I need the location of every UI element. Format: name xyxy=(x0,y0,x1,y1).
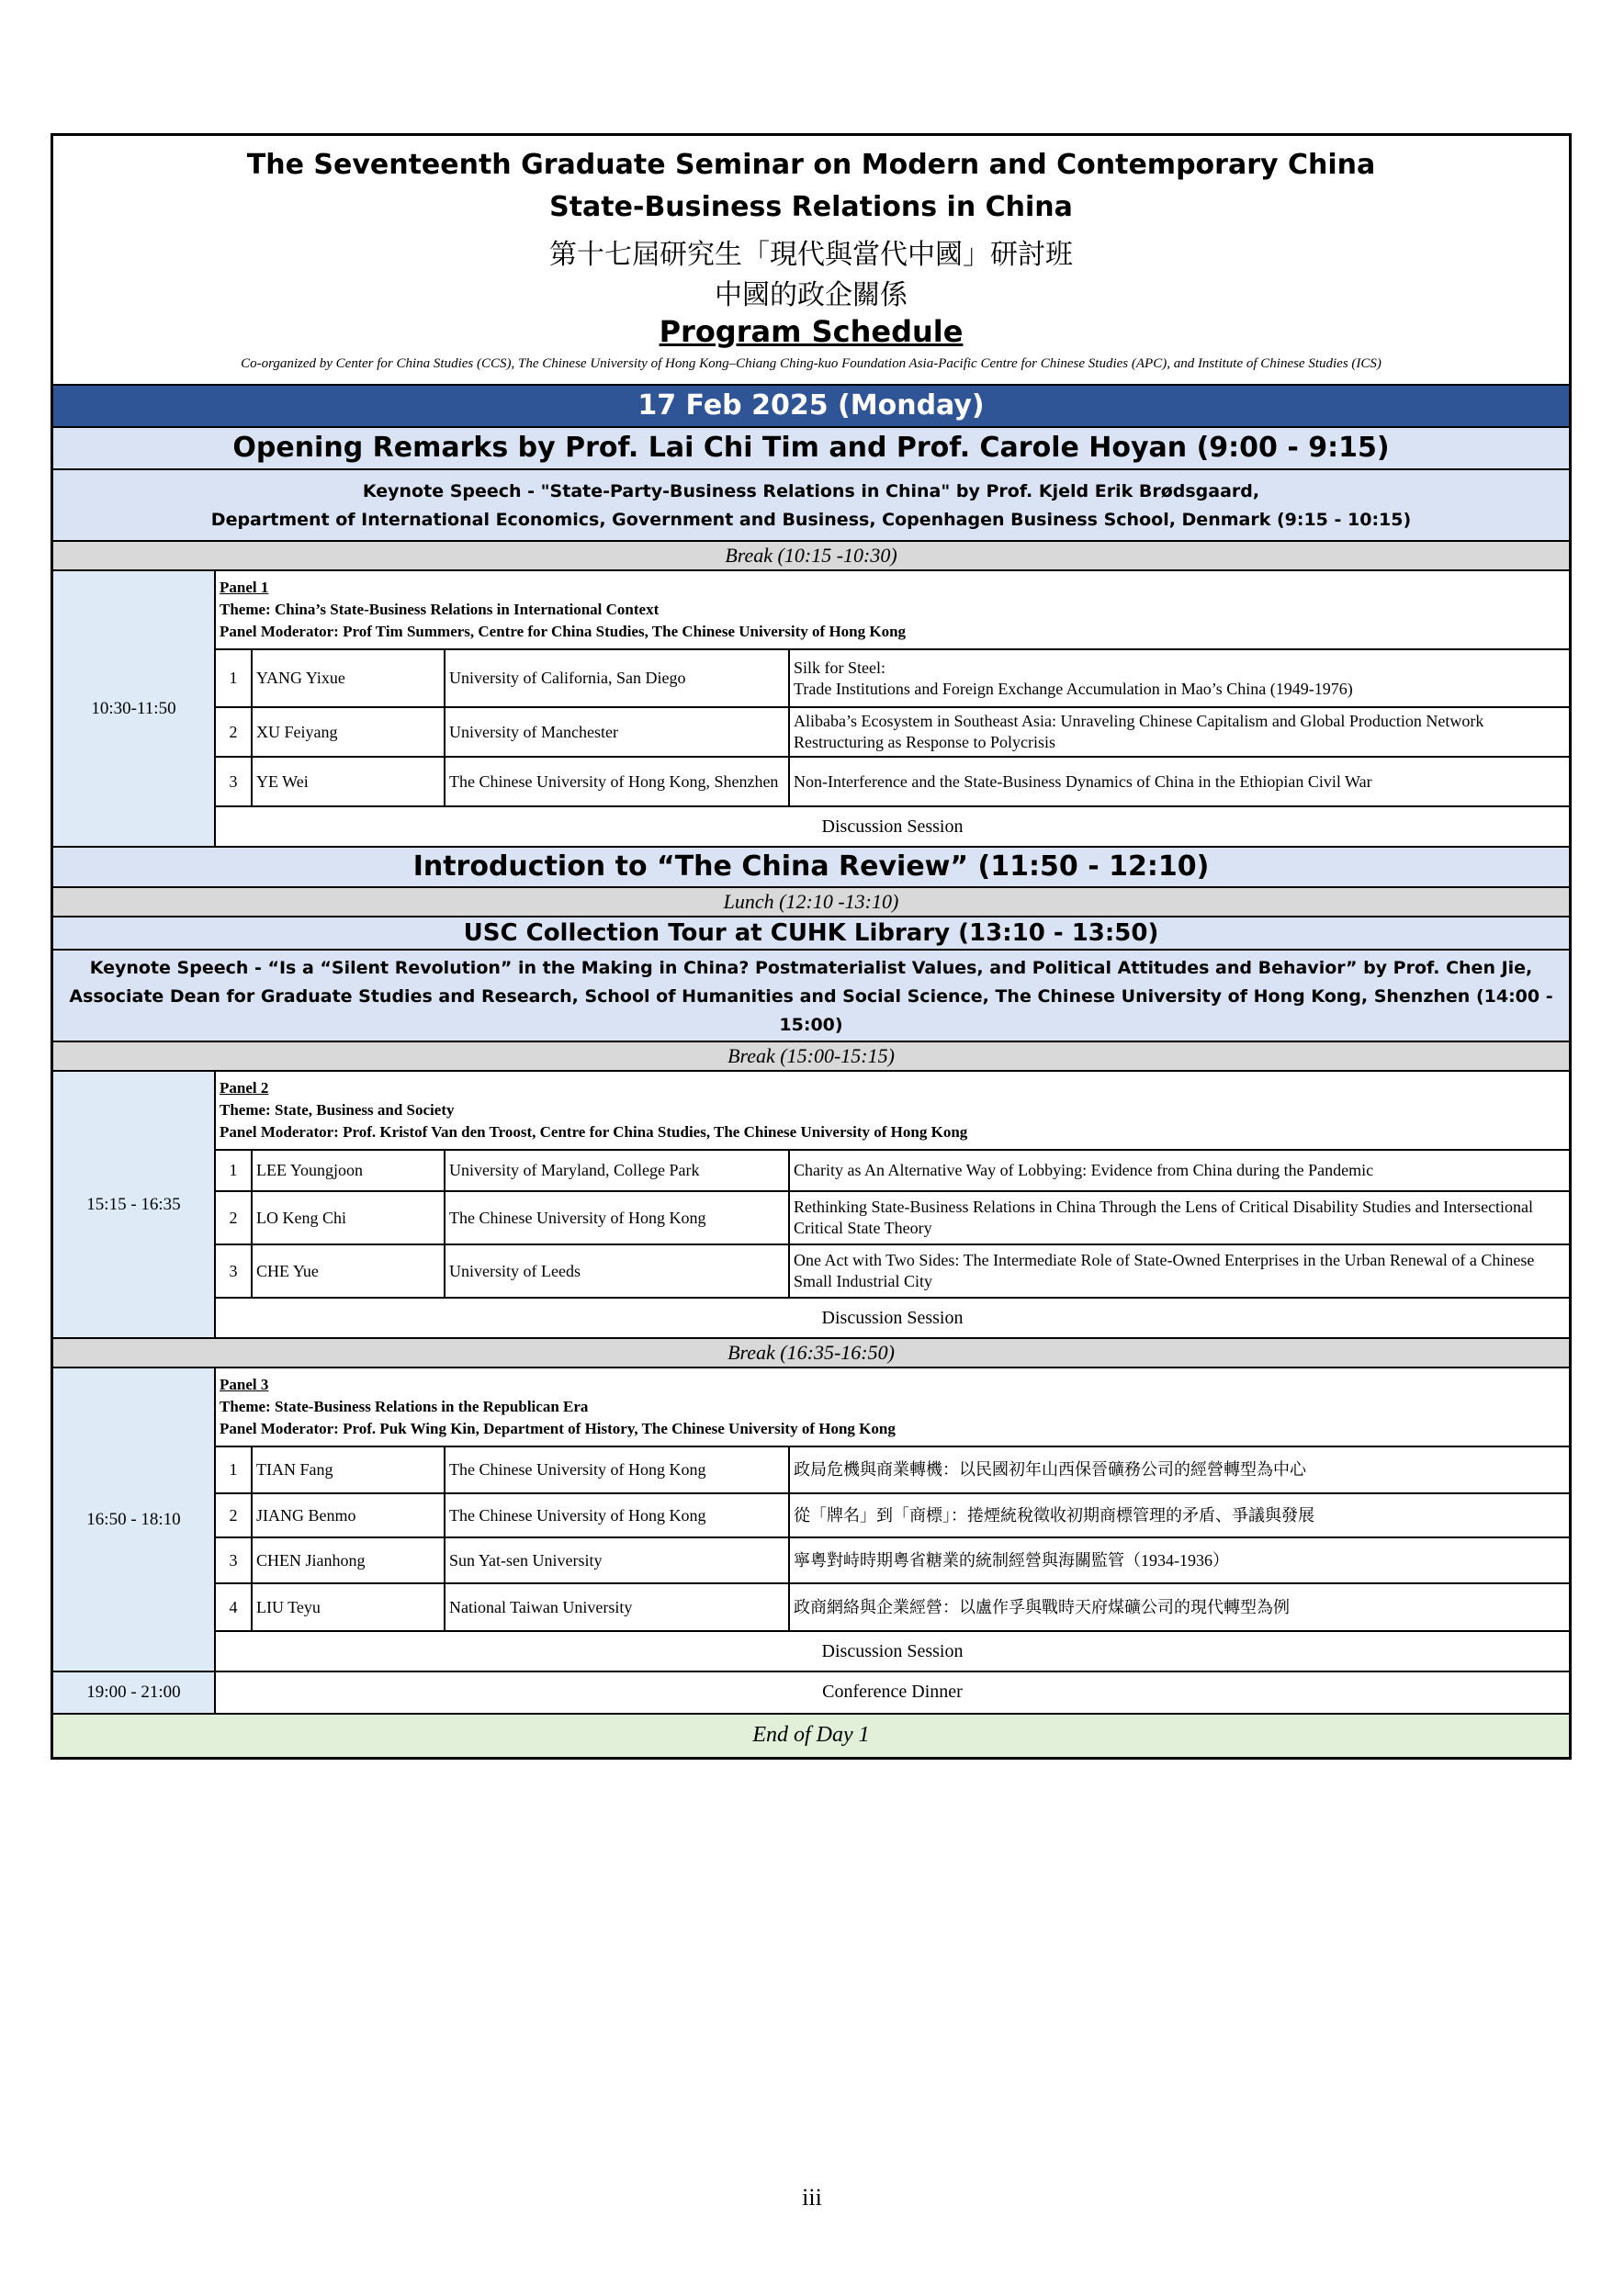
panel-2-discussion: Discussion Session xyxy=(821,1308,964,1328)
panel-3-header xyxy=(216,1368,1569,1447)
panel-3-moderator: Panel Moderator: Prof. Puk Wing Kin, Department of History, The Chinese University of Hong Kong xyxy=(220,1420,896,1437)
presenter-number: 3 xyxy=(216,757,252,806)
seminar-theme-zh: 中國的政企關係 xyxy=(715,279,908,311)
panel-3-theme: Theme: State-Business Relations in the Republican Era xyxy=(220,1398,589,1415)
panel-2-theme: Theme: State, Business and Society xyxy=(220,1101,455,1119)
keynote-2 xyxy=(53,951,1569,1042)
panel-2 xyxy=(53,1072,1569,1339)
presenter-affiliation: University of California, San Diego xyxy=(445,650,789,707)
presenter-number: 3 xyxy=(216,1244,252,1298)
table-row xyxy=(216,1447,1569,1493)
presenter-name: XU Feiyang xyxy=(252,707,445,757)
break-2: Break (15:00-15:15) xyxy=(53,1042,1569,1072)
end-of-day: End of Day 1 xyxy=(53,1715,1569,1757)
conference-dinner xyxy=(53,1672,1569,1715)
presenter-number: 2 xyxy=(216,1493,252,1537)
panel-2-time: 15:15 - 16:35 xyxy=(53,1072,216,1337)
paper-title: 從「牌名」到「商標」：捲煙統稅徵收初期商標管理的矛盾、爭議與發展 xyxy=(789,1493,1569,1537)
china-review-intro: Introduction to “The China Review” (11:50 - 12:10) xyxy=(53,848,1569,888)
presenter-affiliation: The Chinese University of Hong Kong xyxy=(445,1447,789,1493)
paper-title: Charity as An Alternative Way of Lobbying: Evidence from China during the Pandemic xyxy=(789,1151,1569,1191)
keynote-2-line-3: 15:00) xyxy=(779,1015,843,1035)
seminar-title-zh: 第十七屆研究生「現代與當代中國」研討班 xyxy=(549,239,1073,271)
presenter-name: LO Keng Chi xyxy=(252,1191,445,1244)
table-row xyxy=(216,1493,1569,1537)
presenter-name: LEE Youngjoon xyxy=(252,1151,445,1191)
panel-2-name: Panel 2 xyxy=(220,1079,269,1097)
schedule-header xyxy=(53,136,1569,386)
table-row xyxy=(216,1151,1569,1191)
panel-1-header xyxy=(216,571,1569,650)
paper-title: 政商網絡與企業經營：以盧作孚與戰時天府煤礦公司的現代轉型為例 xyxy=(789,1583,1569,1631)
panel-3 xyxy=(53,1368,1569,1672)
break-3: Break (16:35-16:50) xyxy=(53,1339,1569,1368)
table-row xyxy=(216,757,1569,806)
panel-3-table xyxy=(216,1447,1569,1632)
lunch-break: Lunch (12:10 -13:10) xyxy=(53,888,1569,917)
panel-3-name: Panel 3 xyxy=(220,1376,269,1393)
presenter-affiliation: The Chinese University of Hong Kong xyxy=(445,1493,789,1537)
paper-title: Silk for Steel: Trade Institutions and Foreign Exchange Accumulation in Mao’s China (1949-1976) xyxy=(789,650,1569,707)
paper-title: One Act with Two Sides: The Intermediate Role of State-Owned Enterprises in the Urban Renewal of a Chinese Small Industrial City xyxy=(789,1244,1569,1298)
table-row xyxy=(216,1191,1569,1244)
presenter-number: 3 xyxy=(216,1537,252,1583)
presenter-name: CHEN Jianhong xyxy=(252,1537,445,1583)
panel-1-discussion: Discussion Session xyxy=(821,816,964,837)
paper-title: Non-Interference and the State-Business Dynamics of China in the Ethiopian Civil War xyxy=(789,757,1569,806)
presenter-name: LIU Teyu xyxy=(252,1583,445,1631)
coorganizers-note: Co-organized by Center for China Studies (CCS), The Chinese University of Hong Kong–Chiang Ching-kuo Foundation Asia-Pacific Centre for Chinese Studies (APC), and Institute of Chinese Studies (ICS) xyxy=(241,356,1382,371)
schedule-sheet xyxy=(51,133,1572,1760)
panel-1-name: Panel 1 xyxy=(220,579,269,596)
dinner-time: 19:00 - 21:00 xyxy=(53,1672,216,1713)
presenter-number: 1 xyxy=(216,650,252,707)
table-row xyxy=(216,1537,1569,1583)
paper-title: 寧粵對峙時期粵省糖業的統制經營與海關監管（1934-1936） xyxy=(789,1537,1569,1583)
library-tour: USC Collection Tour at CUHK Library (13:10 - 13:50) xyxy=(53,917,1569,951)
table-row xyxy=(216,1583,1569,1631)
break-1: Break (10:15 -10:30) xyxy=(53,542,1569,571)
panel-1 xyxy=(53,571,1569,848)
presenter-number: 1 xyxy=(216,1447,252,1493)
presenter-name: TIAN Fang xyxy=(252,1447,445,1493)
presenter-name: JIANG Benmo xyxy=(252,1493,445,1537)
paper-title: 政局危機與商業轉機：以民國初年山西保晉礦務公司的經營轉型為中心 xyxy=(789,1447,1569,1493)
panel-2-table xyxy=(216,1151,1569,1299)
panel-3-time: 16:50 - 18:10 xyxy=(53,1368,216,1671)
keynote-1-line-2: Department of International Economics, Government and Business, Copenhagen Business School, Denmark (9:15 - 10:15) xyxy=(210,510,1412,530)
panel-2-moderator: Panel Moderator: Prof. Kristof Van den Troost, Centre for China Studies, The Chinese University of Hong Kong xyxy=(220,1123,968,1141)
panel-2-body xyxy=(216,1072,1569,1337)
presenter-affiliation: University of Leeds xyxy=(445,1244,789,1298)
panel-1-time: 10:30-11:50 xyxy=(53,571,216,846)
presenter-number: 1 xyxy=(216,1151,252,1191)
seminar-title: The Seventeenth Graduate Seminar on Modern and Contemporary China xyxy=(246,149,1376,181)
panel-2-header xyxy=(216,1072,1569,1151)
keynote-1-line-1: Keynote Speech - "State-Party-Business Relations in China" by Prof. Kjeld Erik Brødsgaard, xyxy=(362,481,1260,501)
keynote-2-line-2: Associate Dean for Graduate Studies and Research, School of Humanities and Social Science, The Chinese University of Hong Kong, Shenzhen (14:00 - xyxy=(69,986,1553,1007)
presenter-name: YANG Yixue xyxy=(252,650,445,707)
presenter-affiliation: National Taiwan University xyxy=(445,1583,789,1631)
program-schedule-heading: Program Schedule xyxy=(659,314,964,349)
panel-1-theme: Theme: China’s State-Business Relations in International Context xyxy=(220,601,660,618)
paper-title: Alibaba’s Ecosystem in Southeast Asia: Unraveling Chinese Capitalism and Global Production Network Restructuring as Response to Polycrisis xyxy=(789,707,1569,757)
table-row xyxy=(216,707,1569,757)
opening-remarks: Opening Remarks by Prof. Lai Chi Tim and Prof. Carole Hoyan (9:00 - 9:15) xyxy=(53,428,1569,470)
panel-3-discussion: Discussion Session xyxy=(821,1641,964,1661)
presenter-affiliation: The Chinese University of Hong Kong xyxy=(445,1191,789,1244)
paper-title: Rethinking State-Business Relations in China Through the Lens of Critical Disability Studies and Intersectional Critical State Theory xyxy=(789,1191,1569,1244)
panel-1-moderator: Panel Moderator: Prof Tim Summers, Centre for China Studies, The Chinese University of Hong Kong xyxy=(220,623,907,640)
presenter-number: 2 xyxy=(216,707,252,757)
day-heading: 17 Feb 2025 (Monday) xyxy=(53,386,1569,428)
presenter-number: 4 xyxy=(216,1583,252,1631)
page-number: iii xyxy=(802,2184,822,2211)
panel-1-table xyxy=(216,650,1569,807)
dinner-event: Conference Dinner xyxy=(822,1682,963,1702)
keynote-2-line-1: Keynote Speech - “Is a “Silent Revolution” in the Making in China? Postmaterialist Values, and Political Attitudes and Behavior” by Prof. Chen Jie, xyxy=(89,958,1533,978)
presenter-name: CHE Yue xyxy=(252,1244,445,1298)
panel-3-body xyxy=(216,1368,1569,1671)
keynote-1 xyxy=(53,470,1569,542)
presenter-name: YE Wei xyxy=(252,757,445,806)
table-row xyxy=(216,1244,1569,1298)
presenter-affiliation: University of Maryland, College Park xyxy=(445,1151,789,1191)
presenter-affiliation: The Chinese University of Hong Kong, Shenzhen xyxy=(445,757,789,806)
presenter-affiliation: University of Manchester xyxy=(445,707,789,757)
seminar-theme: State-Business Relations in China xyxy=(549,191,1073,223)
panel-1-body xyxy=(216,571,1569,846)
table-row xyxy=(216,650,1569,707)
presenter-number: 2 xyxy=(216,1191,252,1244)
presenter-affiliation: Sun Yat-sen University xyxy=(445,1537,789,1583)
